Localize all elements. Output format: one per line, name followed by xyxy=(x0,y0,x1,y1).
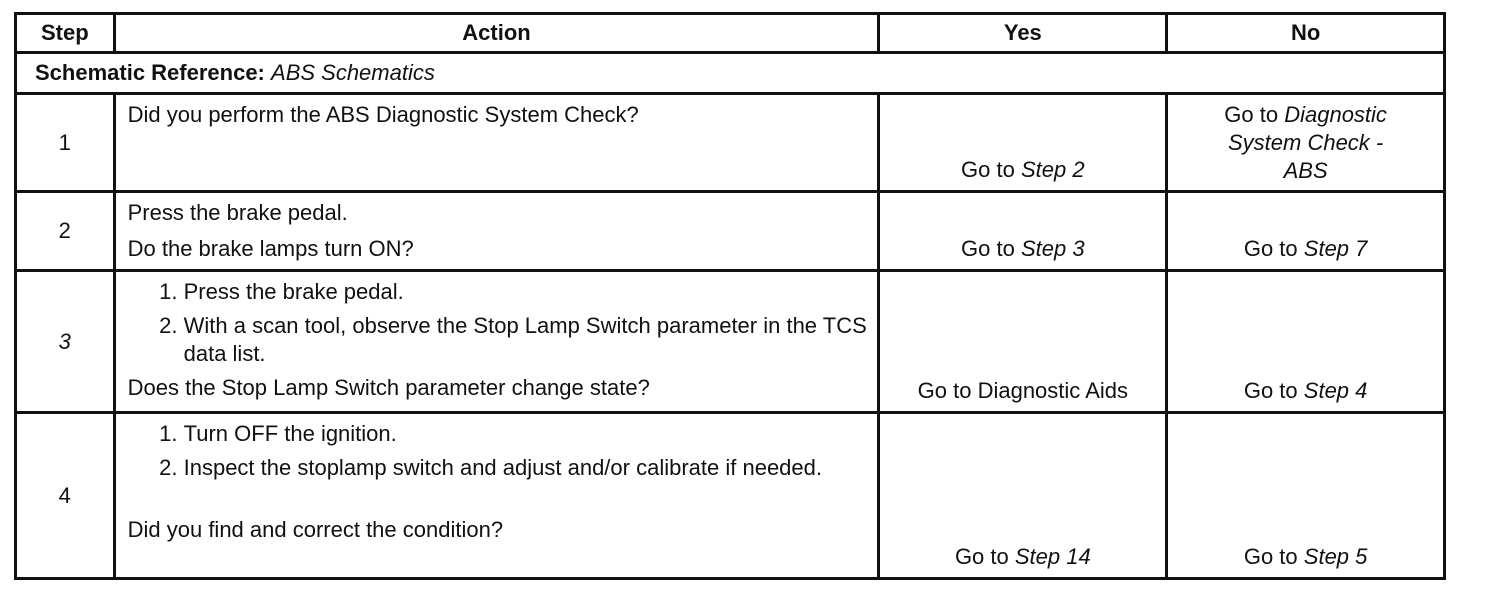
step-number: 4 xyxy=(16,413,115,579)
table-row xyxy=(16,192,1445,271)
yes-prefix: Go to xyxy=(954,544,1009,569)
no-link[interactable]: Step 7 xyxy=(1303,236,1368,261)
action-steps-list xyxy=(128,420,868,482)
header-action: Action xyxy=(114,14,879,53)
yes-cell xyxy=(879,413,1167,579)
action-question: Did you perform the ABS Diagnostic System Check? xyxy=(127,102,639,127)
no-prefix: Go to xyxy=(1243,236,1298,261)
action-cell xyxy=(114,94,879,192)
action-question: Does the Stop Lamp Switch parameter change state? xyxy=(127,375,650,400)
yes-prefix: Go to xyxy=(961,157,1015,182)
no-link[interactable]: Step 5 xyxy=(1303,544,1368,569)
yes-prefix: Go to xyxy=(961,236,1015,261)
no-cell xyxy=(1167,271,1445,413)
no-prefix: Go to xyxy=(1243,544,1298,569)
list-item: 1. Press the brake pedal. xyxy=(184,278,868,306)
yes-cell xyxy=(879,271,1167,413)
schematic-reference-link[interactable]: ABS Schematics xyxy=(271,60,435,85)
table-row xyxy=(16,413,1445,579)
yes-link[interactable]: Step 2 xyxy=(1020,157,1085,182)
no-prefix: Go to xyxy=(1243,378,1298,403)
list-item: 2. With a scan tool, observe the Stop Lamp Switch parameter in the TCS data list. xyxy=(184,312,868,368)
schematic-reference-label: Schematic Reference: xyxy=(35,60,265,85)
table-row xyxy=(16,271,1445,413)
yes-link[interactable]: Step 3 xyxy=(1020,236,1085,261)
action-question: Did you find and correct the condition? xyxy=(127,517,504,542)
header-yes: Yes xyxy=(879,14,1167,53)
yes-cell xyxy=(879,192,1167,271)
no-cell xyxy=(1167,94,1445,192)
step-number: 2 xyxy=(16,192,115,271)
schematic-reference-row xyxy=(16,53,1445,94)
action-cell xyxy=(114,413,879,579)
no-cell xyxy=(1167,413,1445,579)
action-question: Do the brake lamps turn ON? xyxy=(127,236,414,261)
step-number: 3 xyxy=(16,271,115,413)
yes-cell xyxy=(879,94,1167,192)
diagnostic-table xyxy=(14,12,1446,580)
schematic-reference xyxy=(16,53,1445,94)
no-prefix: Go to xyxy=(1224,102,1279,127)
header-step: Step xyxy=(16,14,115,53)
yes-link[interactable]: Step 14 xyxy=(1014,544,1091,569)
no-link[interactable]: Diagnostic System Check - ABS xyxy=(1227,102,1387,183)
no-cell xyxy=(1167,192,1445,271)
list-item: 2. Inspect the stoplamp switch and adjust and/or calibrate if needed. xyxy=(184,454,868,482)
header-row xyxy=(16,14,1445,53)
no-link[interactable]: Step 4 xyxy=(1303,378,1368,403)
header-no: No xyxy=(1167,14,1445,53)
table-row xyxy=(16,94,1445,192)
action-cell xyxy=(114,192,879,271)
list-item: 1. Turn OFF the ignition. xyxy=(184,420,868,448)
action-instruction: Press the brake pedal. xyxy=(127,200,348,225)
step-number: 1 xyxy=(16,94,115,192)
yes-link[interactable]: Go to Diagnostic Aids xyxy=(917,378,1128,403)
action-cell xyxy=(114,271,879,413)
action-steps-list xyxy=(128,278,868,368)
